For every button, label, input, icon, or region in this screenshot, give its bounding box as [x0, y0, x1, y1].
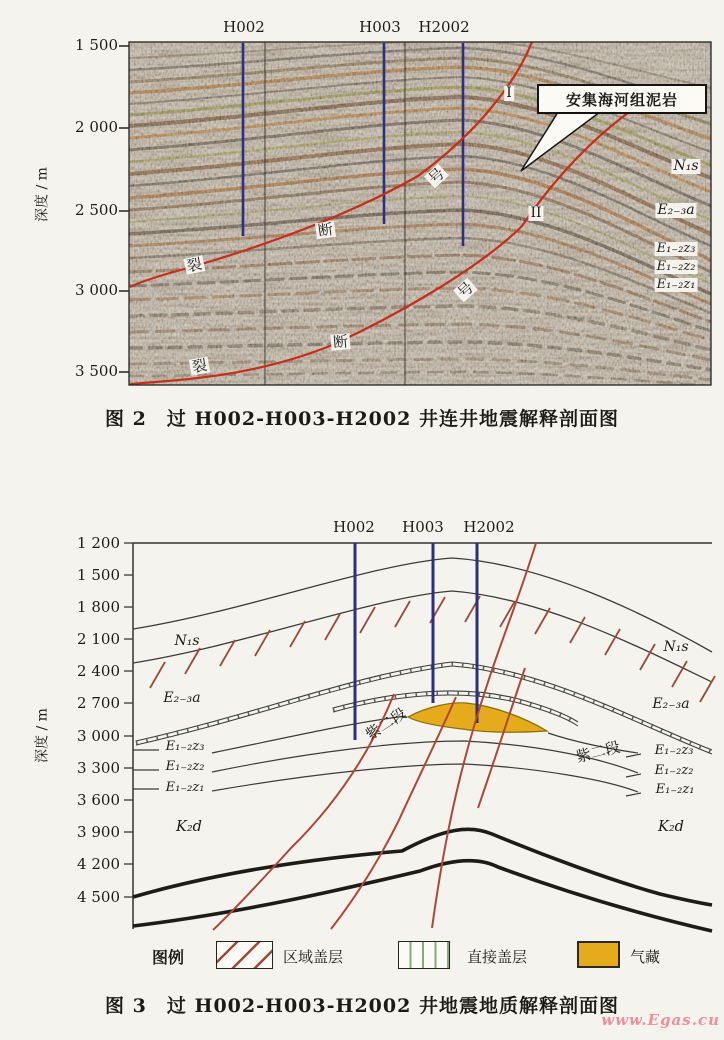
fig3-strat-label-k2d-left: K₂d [176, 819, 202, 835]
fig2-strat-label-e12z3: E₁₋₂z₃ [656, 241, 696, 256]
watermark: www.Egas.cu [601, 1011, 720, 1029]
fig3-strat-label-zi2-left: 紫二段 [362, 704, 410, 744]
fig3-depth-tick: 1 800 [77, 598, 120, 616]
fig2-well-label-h002: H002 [223, 18, 265, 36]
fig2-strat-label-e12z2: E₁₋₂z₂ [656, 259, 696, 274]
fig2-fault1-char: 号 [424, 164, 449, 188]
fig3-well-label-h003: H003 [402, 518, 444, 536]
fig3-geologic-section [124, 543, 715, 931]
fig2-fault2-numeral: II [530, 205, 542, 221]
fig2-strat-label-n1s: N₁s [673, 158, 699, 174]
fig2-strat-label-e23a: E₂₋₃a [657, 202, 695, 218]
fig2-fault1-numeral: I [506, 85, 512, 101]
fig3-strat-label-e12z1-right: E₁₋₂z₁ [655, 782, 695, 797]
legend-swatch-regional-cap [216, 941, 273, 969]
fig2-depth-tick: 3 500 [75, 362, 118, 380]
fig2-depth-tick: 1 500 [75, 36, 118, 54]
fig2-fault1-char: 断 [316, 220, 335, 240]
fig2-depth-tick: 3 000 [75, 281, 118, 299]
fig3-depth-tick: 3 600 [77, 791, 120, 809]
fig3-strat-label-k2d-right: K₂d [658, 819, 684, 835]
fig3-depth-tick: 3 900 [77, 823, 120, 841]
fig2-fault2-char: 断 [332, 332, 349, 352]
fig3-strat-label-zi2-right: 紫二段 [573, 737, 622, 767]
figure2-caption: 图 2 过 H002-H003-H2002 井连井地震解释剖面图 [105, 408, 619, 430]
legend-swatch-gas-reservoir [577, 941, 620, 968]
fig2-fault2-char: 裂 [190, 355, 209, 377]
fig3-depth-tick: 1 500 [77, 566, 120, 584]
legend-swatch-direct-cap [398, 941, 450, 969]
fig3-strat-label-e12z2-right: E₁₋₂z₂ [654, 763, 694, 778]
fig3-depth-tick: 3 000 [77, 727, 120, 745]
legend-label-regional-cap: 区域盖层 [283, 948, 344, 966]
figure3-caption: 图 3 过 H002-H003-H2002 井地震地质解释剖面图 [105, 995, 619, 1017]
legend-label-direct-cap: 直接盖层 [467, 948, 528, 966]
legend-title: 图例 [152, 948, 185, 967]
fig3-strat-label-n1s-left: N₁s [174, 633, 200, 649]
legend-label-gas-reservoir: 气藏 [630, 948, 661, 966]
fig3-depth-tick: 2 100 [77, 630, 120, 648]
fig2-strat-label-e12z1: E₁₋₂z₁ [656, 277, 696, 292]
fig3-strat-label-e12z3-left: E₁₋₂z₃ [165, 739, 205, 754]
fig3-strat-label-e12z3-right: E₁₋₂z₃ [654, 743, 694, 758]
fig3-depth-tick: 2 700 [77, 694, 120, 712]
fig3-well-label-h002: H002 [333, 518, 375, 536]
fig3-axis-label: 深度 / m [34, 708, 51, 764]
fig2-fault2-char: 号 [453, 278, 478, 302]
fig2-depth-tick: 2 500 [75, 201, 118, 219]
fig2-depth-tick: 2 000 [75, 118, 118, 136]
fig3-strat-label-e12z1-left: E₁₋₂z₁ [165, 780, 205, 795]
fig2-well-label-h2002: H2002 [418, 18, 470, 36]
fig3-depth-tick: 2 400 [77, 662, 120, 680]
fig3-depth-tick: 4 200 [77, 855, 120, 873]
fig3-depth-tick: 1 200 [77, 534, 120, 552]
fig2-fault1-char: 裂 [185, 254, 204, 276]
fig2-well-label-h003: H003 [359, 18, 401, 36]
fig3-strat-label-e23a-left: E₂₋₃a [163, 690, 201, 706]
fig3-well-label-h2002: H2002 [463, 518, 515, 536]
fig2-callout-anjihai-mudstone: 安集海河组泥岩 [537, 84, 707, 114]
fig2-axis-label: 深度 / m [34, 167, 51, 223]
fig3-strat-label-e12z2-left: E₁₋₂z₂ [165, 759, 205, 774]
fig3-depth-tick: 3 300 [77, 759, 120, 777]
fig3-strat-label-e23a-right: E₂₋₃a [652, 696, 690, 712]
fig3-depth-tick: 4 500 [77, 888, 120, 906]
fig3-strat-label-n1s-right: N₁s [663, 639, 689, 655]
